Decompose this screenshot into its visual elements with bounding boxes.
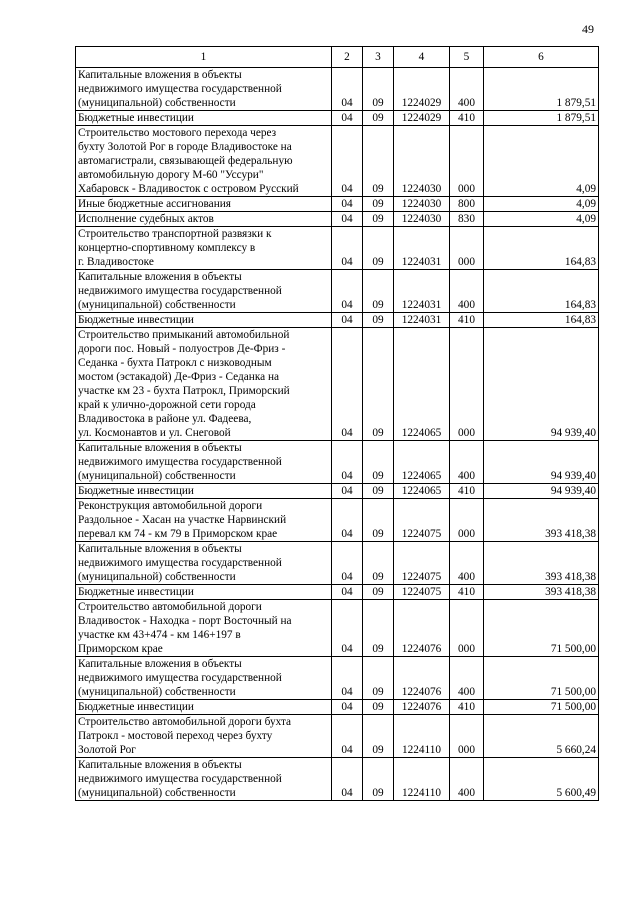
row-subsection: 09 — [363, 68, 394, 111]
row-expense-type: 400 — [450, 542, 484, 585]
row-subsection: 09 — [363, 328, 394, 441]
row-description: Строительство примыканий автомобильной дороги пос. Новый - полуостров Де-Фриз - Седанка - бухта Патрокл с низководным мостом (эстакадой) Де-Фриз - Седанка на участке км 23 - бухта Патрокл, Приморский край к улично-дорожной сети города Владивостока в районе ул. Фадеева, ул. Космонавтов и ул. Снеговой — [76, 328, 332, 441]
row-amount: 71 500,00 — [484, 657, 599, 700]
row-target-article: 1224075 — [394, 499, 450, 542]
table-row — [76, 657, 599, 700]
row-target-article: 1224065 — [394, 328, 450, 441]
table-row — [76, 700, 599, 715]
row-amount: 5 600,49 — [484, 758, 599, 801]
row-section: 04 — [332, 313, 363, 328]
row-description: Строительство автомобильной дороги Владивосток - Находка - порт Восточный на участке км 43+474 - км 146+197 в Приморском крае — [76, 600, 332, 657]
row-expense-type: 000 — [450, 600, 484, 657]
budget-table — [75, 46, 599, 801]
row-target-article: 1224065 — [394, 484, 450, 499]
row-section: 04 — [332, 270, 363, 313]
table-row — [76, 484, 599, 499]
row-section: 04 — [332, 700, 363, 715]
table-row — [76, 313, 599, 328]
row-target-article: 1224076 — [394, 700, 450, 715]
row-description: Капитальные вложения в объекты недвижимого имущества государственной (муниципальной) собственности — [76, 657, 332, 700]
table-row — [76, 328, 599, 441]
row-section: 04 — [332, 499, 363, 542]
row-section: 04 — [332, 542, 363, 585]
row-section: 04 — [332, 585, 363, 600]
header-cell: 4 — [394, 47, 450, 68]
table-header-row — [76, 47, 599, 68]
row-description: Капитальные вложения в объекты недвижимого имущества государственной (муниципальной) собственности — [76, 758, 332, 801]
row-subsection: 09 — [363, 126, 394, 197]
row-subsection: 09 — [363, 758, 394, 801]
row-subsection: 09 — [363, 313, 394, 328]
row-amount: 4,09 — [484, 212, 599, 227]
row-section: 04 — [332, 657, 363, 700]
row-expense-type: 410 — [450, 313, 484, 328]
table-row — [76, 111, 599, 126]
row-amount: 164,83 — [484, 270, 599, 313]
row-target-article: 1224075 — [394, 585, 450, 600]
header-cell: 1 — [76, 47, 332, 68]
row-section: 04 — [332, 126, 363, 197]
row-target-article: 1224076 — [394, 657, 450, 700]
row-target-article: 1224031 — [394, 227, 450, 270]
row-description: Строительство автомобильной дороги бухта Патрокл - мостовой переход через бухту Золотой Рог — [76, 715, 332, 758]
table-row — [76, 227, 599, 270]
row-description: Иные бюджетные ассигнования — [76, 197, 332, 212]
row-subsection: 09 — [363, 197, 394, 212]
row-amount: 5 660,24 — [484, 715, 599, 758]
row-expense-type: 000 — [450, 227, 484, 270]
row-expense-type: 410 — [450, 111, 484, 126]
row-amount: 94 939,40 — [484, 484, 599, 499]
table-row — [76, 126, 599, 197]
row-subsection: 09 — [363, 542, 394, 585]
row-amount: 4,09 — [484, 126, 599, 197]
row-expense-type: 400 — [450, 441, 484, 484]
row-subsection: 09 — [363, 227, 394, 270]
row-description: Капитальные вложения в объекты недвижимого имущества государственной (муниципальной) собственности — [76, 270, 332, 313]
row-description: Бюджетные инвестиции — [76, 700, 332, 715]
row-subsection: 09 — [363, 600, 394, 657]
row-target-article: 1224029 — [394, 68, 450, 111]
table-row — [76, 758, 599, 801]
row-target-article: 1224110 — [394, 758, 450, 801]
row-subsection: 09 — [363, 700, 394, 715]
row-description: Реконструкция автомобильной дороги Раздольное - Хасан на участке Нарвинский перевал км 74 - км 79 в Приморском крае — [76, 499, 332, 542]
table-row — [76, 499, 599, 542]
row-target-article: 1224065 — [394, 441, 450, 484]
row-subsection: 09 — [363, 270, 394, 313]
row-expense-type: 410 — [450, 484, 484, 499]
row-section: 04 — [332, 441, 363, 484]
row-subsection: 09 — [363, 657, 394, 700]
row-expense-type: 410 — [450, 700, 484, 715]
table-row — [76, 197, 599, 212]
row-subsection: 09 — [363, 585, 394, 600]
row-target-article: 1224030 — [394, 212, 450, 227]
row-amount: 164,83 — [484, 227, 599, 270]
page-number: 49 — [582, 22, 594, 36]
header-cell: 3 — [363, 47, 394, 68]
row-amount: 164,83 — [484, 313, 599, 328]
row-expense-type: 000 — [450, 499, 484, 542]
table-row — [76, 715, 599, 758]
row-subsection: 09 — [363, 441, 394, 484]
row-target-article: 1224075 — [394, 542, 450, 585]
table-row — [76, 68, 599, 111]
row-expense-type: 400 — [450, 68, 484, 111]
row-description: Бюджетные инвестиции — [76, 484, 332, 499]
row-expense-type: 830 — [450, 212, 484, 227]
row-amount: 1 879,51 — [484, 68, 599, 111]
row-amount: 71 500,00 — [484, 600, 599, 657]
row-section: 04 — [332, 212, 363, 227]
row-target-article: 1224076 — [394, 600, 450, 657]
row-amount: 94 939,40 — [484, 328, 599, 441]
row-expense-type: 400 — [450, 657, 484, 700]
row-expense-type: 000 — [450, 715, 484, 758]
row-amount: 393 418,38 — [484, 542, 599, 585]
row-description: Бюджетные инвестиции — [76, 313, 332, 328]
row-description: Исполнение судебных актов — [76, 212, 332, 227]
row-subsection: 09 — [363, 499, 394, 542]
row-description: Капитальные вложения в объекты недвижимого имущества государственной (муниципальной) собственности — [76, 441, 332, 484]
header-cell: 6 — [484, 47, 599, 68]
header-cell: 2 — [332, 47, 363, 68]
row-section: 04 — [332, 227, 363, 270]
table-row — [76, 441, 599, 484]
row-subsection: 09 — [363, 484, 394, 499]
table-row — [76, 542, 599, 585]
row-subsection: 09 — [363, 212, 394, 227]
row-amount: 1 879,51 — [484, 111, 599, 126]
row-subsection: 09 — [363, 111, 394, 126]
header-cell: 5 — [450, 47, 484, 68]
row-target-article: 1224031 — [394, 270, 450, 313]
table-row — [76, 270, 599, 313]
row-expense-type: 800 — [450, 197, 484, 212]
row-target-article: 1224030 — [394, 197, 450, 212]
row-expense-type: 400 — [450, 758, 484, 801]
row-target-article: 1224031 — [394, 313, 450, 328]
row-section: 04 — [332, 197, 363, 212]
row-expense-type: 000 — [450, 126, 484, 197]
row-target-article: 1224029 — [394, 111, 450, 126]
row-section: 04 — [332, 715, 363, 758]
row-expense-type: 000 — [450, 328, 484, 441]
row-section: 04 — [332, 68, 363, 111]
row-subsection: 09 — [363, 715, 394, 758]
table-row — [76, 212, 599, 227]
row-section: 04 — [332, 600, 363, 657]
table-row — [76, 585, 599, 600]
row-amount: 393 418,38 — [484, 499, 599, 542]
row-section: 04 — [332, 328, 363, 441]
row-target-article: 1224030 — [394, 126, 450, 197]
row-target-article: 1224110 — [394, 715, 450, 758]
row-section: 04 — [332, 111, 363, 126]
row-expense-type: 400 — [450, 270, 484, 313]
row-description: Капитальные вложения в объекты недвижимого имущества государственной (муниципальной) собственности — [76, 68, 332, 111]
row-section: 04 — [332, 484, 363, 499]
row-description: Бюджетные инвестиции — [76, 111, 332, 126]
row-amount: 94 939,40 — [484, 441, 599, 484]
row-expense-type: 410 — [450, 585, 484, 600]
row-amount: 393 418,38 — [484, 585, 599, 600]
row-amount: 4,09 — [484, 197, 599, 212]
row-amount: 71 500,00 — [484, 700, 599, 715]
row-description: Строительство мостового перехода через бухту Золотой Рог в городе Владивостоке на автомагистрали, связывающей федеральную автомобильную дорогу М-60 "Уссури" Хабаровск - Владивосток с островом Русский — [76, 126, 332, 197]
row-description: Строительство транспортной развязки к концертно-спортивному комплексу в г. Владивостоке — [76, 227, 332, 270]
row-description: Капитальные вложения в объекты недвижимого имущества государственной (муниципальной) собственности — [76, 542, 332, 585]
row-section: 04 — [332, 758, 363, 801]
table-row — [76, 600, 599, 657]
row-description: Бюджетные инвестиции — [76, 585, 332, 600]
